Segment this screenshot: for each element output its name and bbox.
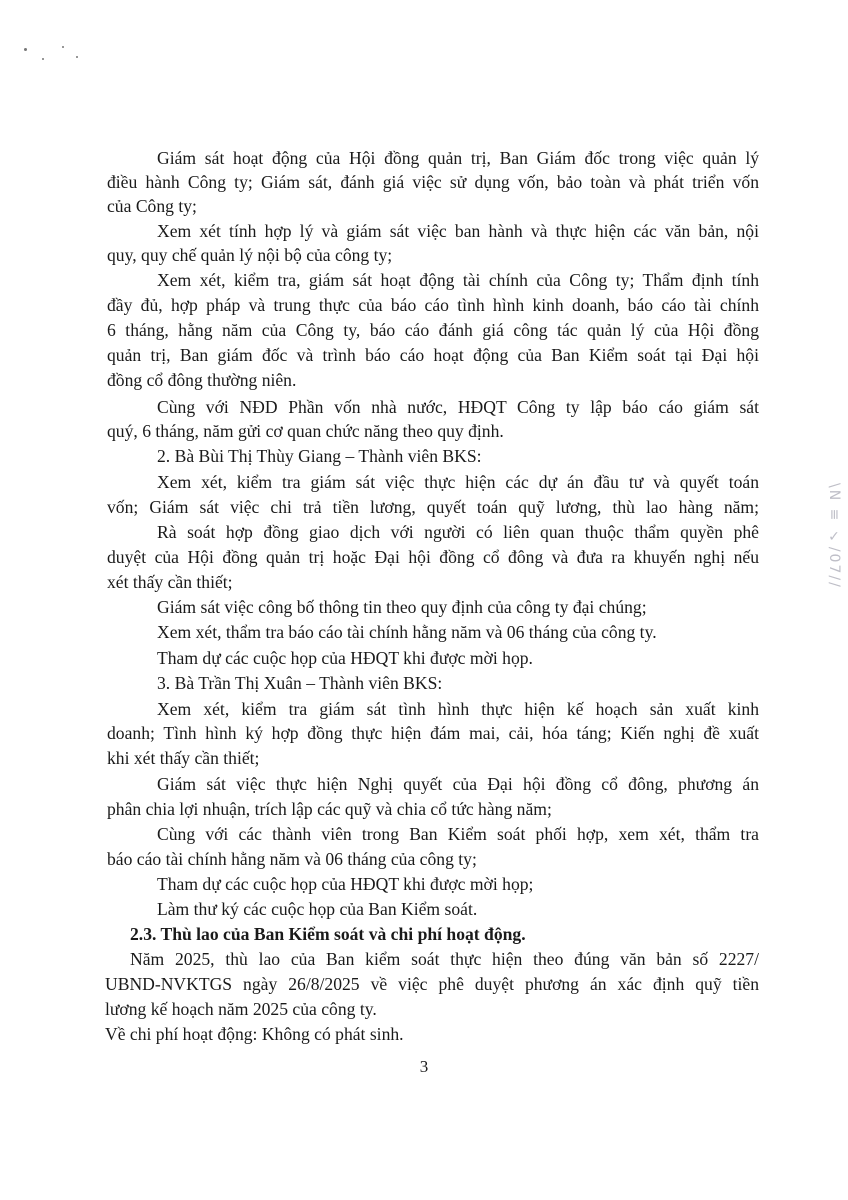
paragraph-line: duyệt của Hội đồng quản trị hoặc Đại hội đồng cổ đông và đưa ra khuyến nghị nếu (107, 547, 759, 567)
margin-stamp: \N ≡ ✓/07// (826, 483, 842, 589)
paragraph-line: xét thấy cần thiết; (107, 572, 233, 592)
paragraph-line: Xem xét, kiểm tra giám sát việc thực hiện các dự án đầu tư và quyết toán (157, 472, 759, 492)
paragraph-line: doanh; Tình hình ký hợp đồng thực hiện đám mai, cải, hóa táng; Kiến nghị đề xuất (107, 723, 759, 743)
section-heading: 2. Bà Bùi Thị Thùy Giang – Thành viên BKS: (157, 446, 482, 466)
paragraph-line: Tham dự các cuộc họp của HĐQT khi được mời họp. (157, 648, 533, 668)
paragraph-line: Về chi phí hoạt động: Không có phát sinh. (105, 1024, 404, 1044)
paragraph-line: Giám sát việc thực hiện Nghị quyết của Đại hội đồng cổ đông, phương án (157, 774, 759, 794)
paragraph-line: UBND-NVKTGS ngày 26/8/2025 về việc phê duyệt phương án xác định quỹ tiền (105, 974, 759, 994)
paragraph-line: đầy đủ, hợp pháp và trung thực của báo cáo tình hình kinh doanh, báo cáo tài chính (107, 295, 759, 315)
paragraph-line: vốn; Giám sát việc chi trả tiền lương, quyết toán quỹ lương, thù lao hàng năm; (107, 497, 759, 517)
paragraph-line: của Công ty; (107, 196, 197, 216)
section-heading: 3. Bà Trần Thị Xuân – Thành viên BKS: (157, 673, 443, 693)
scan-speck (42, 58, 44, 60)
paragraph-line: Tham dự các cuộc họp của HĐQT khi được mời họp; (157, 874, 534, 894)
paragraph-line: Rà soát hợp đồng giao dịch với người có liên quan thuộc thẩm quyền phê (157, 522, 759, 542)
scan-speck (76, 56, 78, 58)
section-heading: 2.3. Thù lao của Ban Kiểm soát và chi phí hoạt động. (130, 924, 526, 944)
paragraph-line: lương kế hoạch năm 2025 của công ty. (105, 999, 377, 1019)
paragraph-line: khi xét thấy cần thiết; (107, 748, 260, 768)
paragraph-line: Làm thư ký các cuộc họp của Ban Kiểm soát. (157, 899, 478, 919)
paragraph-line: Giám sát hoạt động của Hội đồng quản trị, Ban Giám đốc trong việc quản lý (157, 148, 759, 168)
paragraph-line: đồng cổ đông thường niên. (107, 370, 297, 390)
paragraph-line: quản trị, Ban giám đốc và trình báo cáo hoạt động của Ban Kiểm soát tại Đại hội (107, 345, 759, 365)
page-number: 3 (419, 1057, 429, 1076)
paragraph-line: Xem xét, kiểm tra, giám sát hoạt động tài chính của Công ty; Thẩm định tính (157, 270, 759, 290)
paragraph-line: Xem xét, thẩm tra báo cáo tài chính hằng năm và 06 tháng của công ty. (157, 622, 657, 642)
scan-speck (62, 46, 64, 48)
paragraph-line: phân chia lợi nhuận, trích lập các quỹ và chia cổ tức hàng năm; (107, 799, 552, 819)
paragraph-line: quy, quy chế quản lý nội bộ của công ty; (107, 245, 393, 265)
paragraph-line: Xem xét tính hợp lý và giám sát việc ban hành và thực hiện các văn bản, nội (157, 221, 759, 241)
paragraph-line: quý, 6 tháng, năm gửi cơ quan chức năng theo quy định. (107, 421, 504, 441)
paragraph-line: 6 tháng, hằng năm của Công ty, báo cáo đánh giá công tác quản lý của Hội đồng (107, 320, 759, 340)
paragraph-line: Năm 2025, thù lao của Ban kiểm soát thực hiện theo đúng văn bản số 2227/ (130, 949, 759, 969)
paragraph-line: Cùng với các thành viên trong Ban Kiểm soát phối hợp, xem xét, thẩm tra (157, 824, 759, 844)
paragraph-line: điều hành Công ty; Giám sát, đánh giá việc sử dụng vốn, bảo toàn và phát triển vốn (107, 172, 759, 192)
paragraph-line: Cùng với NĐD Phần vốn nhà nước, HĐQT Công ty lập báo cáo giám sát (157, 397, 759, 417)
paragraph-line: báo cáo tài chính hằng năm và 06 tháng của công ty; (107, 849, 477, 869)
paragraph-line: Xem xét, kiểm tra giám sát tình hình thực hiện kế hoạch sản xuất kinh (157, 699, 759, 719)
scan-speck (24, 48, 27, 51)
paragraph-line: Giám sát việc công bố thông tin theo quy định của công ty đại chúng; (157, 597, 647, 617)
